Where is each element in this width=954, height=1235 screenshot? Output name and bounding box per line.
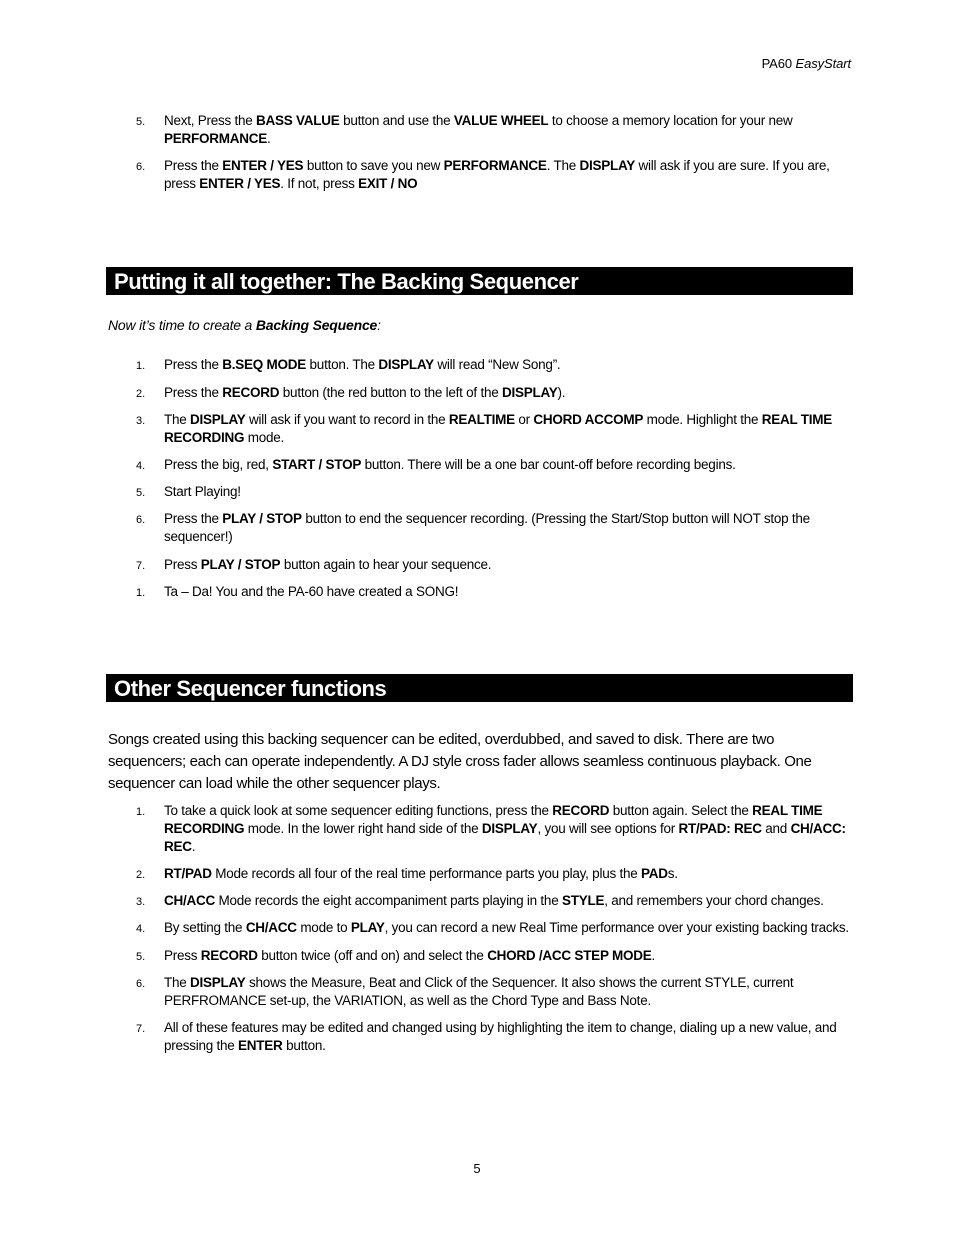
- list-item-text: [164, 113, 793, 146]
- list-item: [0, 112, 854, 148]
- list-item-text: [164, 1020, 836, 1053]
- list-item-text: [164, 412, 832, 445]
- text-run: s.: [667, 866, 678, 881]
- list-item: [0, 483, 854, 501]
- text-run: button twice (off and on) and select the: [257, 948, 488, 963]
- section-title-backing-sequencer: Putting it all together: The Backing Sequencer: [106, 267, 853, 295]
- list-item: [0, 556, 854, 574]
- bold-term: RECORD: [552, 803, 610, 818]
- text-run: button again. Select the: [609, 803, 753, 818]
- list-item: [0, 411, 854, 447]
- list-item-number: 1.: [136, 806, 146, 818]
- text-run: button and use the: [339, 113, 454, 128]
- list-item-number: 5.: [136, 116, 146, 128]
- text-run: Press: [164, 557, 201, 572]
- list-item: [0, 865, 854, 883]
- text-run: Next, Press the: [164, 113, 257, 128]
- text-run: Mode records all four of the real time performance parts you play, plus the: [211, 866, 641, 881]
- text-run: The: [164, 412, 191, 427]
- list-item: [0, 456, 854, 474]
- bold-term: VALUE WHEEL: [453, 113, 549, 128]
- text-run: will ask if you want to record in the: [245, 412, 449, 427]
- text-run: button to end the sequencer recording. (Pressing the Start/Stop button will NOT stop the sequencer!): [164, 511, 810, 544]
- list-item-number: 7.: [136, 1023, 146, 1035]
- text-run: button to save you new: [303, 158, 444, 173]
- bold-term: PLAY / STOP: [200, 557, 281, 572]
- bold-term: REAL TIME RECORDING: [164, 412, 832, 445]
- text-run: . If not, press: [280, 176, 359, 191]
- list-item-number: 3.: [136, 415, 146, 427]
- list-item-number: 5.: [136, 951, 146, 963]
- text-run: Press: [164, 948, 201, 963]
- text-run: button again to hear your sequence.: [280, 557, 492, 572]
- text-run: button. The: [306, 357, 379, 372]
- text-run: Press the: [164, 511, 223, 526]
- list-item-text: [164, 975, 793, 1008]
- list-item-number: 4.: [136, 460, 146, 472]
- list-item-number: 3.: [136, 896, 146, 908]
- text-run: button.: [282, 1038, 326, 1053]
- list-item-text: [164, 803, 846, 854]
- list-item-number: 7.: [136, 560, 146, 572]
- text-run: To take a quick look at some sequencer editing functions, press the: [164, 803, 553, 818]
- bold-term: DISPLAY: [378, 357, 434, 372]
- list-item: [0, 947, 854, 965]
- list-item-text: [164, 557, 491, 572]
- text-run: , and remembers your chord changes.: [604, 893, 824, 908]
- list-item: [0, 157, 854, 193]
- list-item-text: [164, 484, 241, 499]
- list-item-text: [164, 866, 678, 881]
- text-run: .: [191, 839, 196, 854]
- header-title: EasyStart: [795, 56, 851, 71]
- bold-term: START / STOP: [272, 457, 362, 472]
- bold-term: ENTER: [238, 1038, 283, 1053]
- list-item-text: [164, 948, 655, 963]
- text-run: :: [377, 317, 381, 333]
- text-run: and: [761, 821, 791, 836]
- text-run: The: [164, 975, 191, 990]
- list-item-text: [164, 511, 810, 544]
- bold-term: DISPLAY: [190, 975, 246, 990]
- text-run: Ta – Da! You and the PA-60 have created a SONG!: [164, 584, 459, 599]
- list-item: [0, 974, 854, 1010]
- text-run: button (the red button to the left of the: [279, 385, 502, 400]
- text-run: shows the Measure, Beat and Click of the Sequencer. It also shows the current STYLE, current PERFROMANCE set-up, the VARIATION, as well as the Chord Type and Bass Note.: [164, 975, 794, 1008]
- list-item-text: [164, 584, 458, 599]
- bold-term: CH/ACC: [245, 920, 297, 935]
- bold-term: ENTER / YES: [222, 158, 304, 173]
- bold-term: CHORD ACCOMP: [533, 412, 644, 427]
- bold-term: BASS VALUE: [256, 113, 340, 128]
- bold-term: DISPLAY: [501, 385, 558, 400]
- text-run: or: [514, 412, 534, 427]
- text-run: Press the: [164, 357, 223, 372]
- bold-term: STYLE: [561, 893, 605, 908]
- bold-term: REALTIME: [448, 412, 515, 427]
- text-run: Mode records the eight accompaniment parts playing in the: [215, 893, 562, 908]
- text-run: mode. Highlight the: [643, 412, 762, 427]
- text-run: Now it’s time to create a: [108, 317, 256, 333]
- text-run: Start Playing!: [164, 484, 241, 499]
- bold-term: RT/PAD: REC: [678, 821, 762, 836]
- section-paragraph: Songs created using this backing sequencer can be edited, overdubbed, and saved to disk. There are two sequencers; each can operate independently. A DJ style cross fader allows seamless continuous playback. One sequencer can load while the other sequencer plays.: [108, 731, 812, 792]
- text-run: , you can record a new Real Time performance over your existing backing tracks.: [384, 920, 849, 935]
- list-item-text: [164, 920, 849, 935]
- list-item: [0, 802, 854, 856]
- text-run: button. There will be a one bar count-off before recording begins.: [361, 457, 736, 472]
- list-item-number: 6.: [136, 978, 146, 990]
- bold-term: CHORD /ACC STEP MODE: [487, 948, 652, 963]
- page-number: 5: [473, 1161, 481, 1176]
- bold-term: ENTER / YES: [199, 176, 281, 191]
- list-item-text: [164, 158, 830, 191]
- bold-term: Backing Sequence: [255, 317, 378, 333]
- list-item: [0, 1019, 854, 1055]
- bold-term: RECORD: [200, 948, 258, 963]
- text-run: .: [651, 948, 655, 963]
- text-run: to choose a memory location for your new: [548, 113, 793, 128]
- bold-term: RECORD: [222, 385, 280, 400]
- list-item-text: [164, 357, 560, 372]
- text-run: .: [267, 131, 271, 146]
- list-item: [0, 384, 854, 402]
- bold-term: PLAY: [350, 920, 385, 935]
- header-model: PA60: [761, 56, 796, 71]
- list-item-text: [164, 457, 736, 472]
- list-item-text: [164, 893, 824, 908]
- list-item: [0, 583, 854, 601]
- bold-term: DISPLAY: [481, 821, 538, 836]
- list-item-number: 6.: [136, 161, 146, 173]
- bold-term: CH/ACC: REC: [164, 821, 846, 854]
- bold-term: DISPLAY: [579, 158, 635, 173]
- text-run: ).: [557, 385, 566, 400]
- bold-term: EXIT / NO: [358, 176, 418, 191]
- text-run: Press the big, red,: [164, 457, 273, 472]
- bold-term: PAD: [640, 866, 668, 881]
- list-item: [0, 892, 854, 910]
- list-item-text: [164, 385, 565, 400]
- bold-term: B.SEQ MODE: [222, 357, 307, 372]
- list-item-number: 4.: [136, 923, 146, 935]
- page-header: [762, 56, 851, 71]
- list-item-number: 2.: [136, 869, 146, 881]
- section-intro: [108, 317, 381, 333]
- list-item-number: 2.: [136, 388, 146, 400]
- list-item: [0, 510, 854, 546]
- bold-term: PLAY / STOP: [222, 511, 302, 526]
- text-run: mode.: [244, 430, 285, 445]
- text-run: mode. In the lower right hand side of the: [244, 821, 482, 836]
- text-run: Press the: [164, 385, 223, 400]
- bold-term: RT/PAD: [164, 866, 212, 881]
- list-item-number: 1.: [136, 360, 146, 372]
- text-run: All of these features may be edited and changed using by highlighting the item to change, dialing up a new value, and pressing the: [164, 1020, 837, 1053]
- bold-term: PERFORMANCE: [164, 131, 268, 146]
- text-run: will ask if you are sure. If you are, press: [164, 158, 830, 191]
- list-item-number: 1.: [136, 587, 146, 599]
- bold-term: REAL TIME RECORDING: [164, 803, 823, 836]
- text-run: mode to: [296, 920, 351, 935]
- list-item: [0, 356, 854, 374]
- text-run: Press the: [164, 158, 223, 173]
- bold-term: PERFORMANCE: [443, 158, 547, 173]
- text-run: , you will see options for: [537, 821, 679, 836]
- text-run: . The: [546, 158, 580, 173]
- text-run: will read “New Song”.: [433, 357, 561, 372]
- bold-term: DISPLAY: [190, 412, 246, 427]
- list-item-number: 5.: [136, 487, 146, 499]
- text-run: By setting the: [164, 920, 246, 935]
- list-item: [0, 919, 854, 937]
- bold-term: CH/ACC: [164, 893, 215, 908]
- section-title-other-functions: Other Sequencer functions: [106, 674, 853, 702]
- list-item-number: 6.: [136, 514, 146, 526]
